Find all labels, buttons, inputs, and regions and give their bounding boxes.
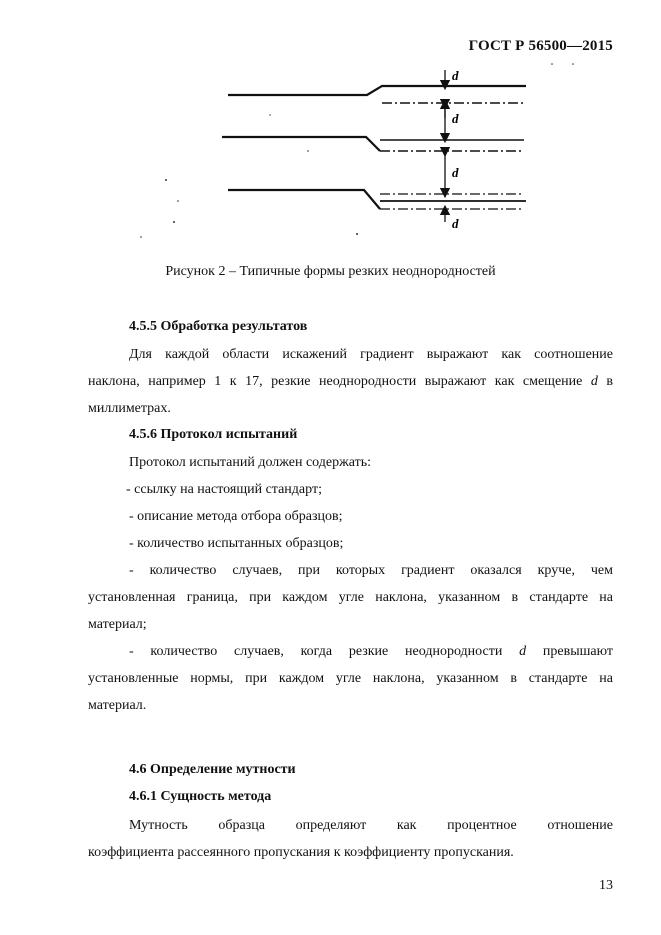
list-item: - ссылку на настоящий стандарт; bbox=[126, 482, 322, 497]
variable-d: d bbox=[519, 644, 527, 659]
list-item-continuation: материал; bbox=[88, 617, 147, 632]
section-heading-4-6: 4.6 Определение мутности bbox=[129, 762, 296, 777]
dim-label-4: d bbox=[452, 216, 459, 231]
paragraph-line: Протокол испытаний должен содержать: bbox=[129, 455, 372, 470]
document-header: ГОСТ Р 56500—2015 bbox=[468, 38, 613, 54]
paragraph-line: Для каждой области искажений градиент выражают как соотношение bbox=[129, 347, 613, 362]
list-item: - описание метода отбора образцов; bbox=[129, 509, 343, 524]
shape3-solid-line bbox=[228, 190, 380, 209]
list-item: - количество испытанных образцов; bbox=[129, 536, 344, 551]
section-heading-4-5-5: 4.5.5 Обработка результатов bbox=[129, 319, 308, 334]
list-item-continuation: установленная граница, при каждом угле наклона, указанном в стандарте на bbox=[88, 590, 613, 605]
discontinuity-figure bbox=[0, 0, 661, 260]
list-item: - количество случаев, при которых градиент оказался круче, чем bbox=[129, 563, 613, 578]
list-item-continuation: материал. bbox=[88, 698, 147, 713]
paragraph-line: наклона, например 1 к 17, резкие неоднородности выражают как смещение d в bbox=[88, 374, 613, 389]
list-item: - количество случаев, когда резкие неоднородности d превышают bbox=[129, 644, 613, 659]
figure-caption: Рисунок 2 – Типичные формы резких неоднородностей bbox=[165, 264, 496, 279]
dim-label-3: d bbox=[452, 165, 459, 180]
variable-d: d bbox=[590, 374, 598, 389]
paragraph-line: миллиметрах. bbox=[88, 401, 171, 416]
dim-label-1: d bbox=[452, 68, 459, 83]
list-item-continuation: установленные нормы, при каждом угле наклона, указанном в стандарте на bbox=[88, 671, 613, 686]
shape2-solid-line bbox=[222, 137, 380, 151]
shape1-solid-line bbox=[228, 86, 526, 95]
dim-label-2: d bbox=[452, 111, 459, 126]
paragraph-line: Мутность образца определяют как процентное отношение bbox=[129, 818, 613, 833]
section-heading-4-6-1: 4.6.1 Сущность метода bbox=[129, 789, 272, 804]
page-number: 13 bbox=[599, 878, 613, 893]
section-heading-4-5-6: 4.5.6 Протокол испытаний bbox=[129, 427, 298, 442]
paragraph-line: коэффициента рассеянного пропускания к коэффициенту пропускания. bbox=[88, 845, 514, 860]
